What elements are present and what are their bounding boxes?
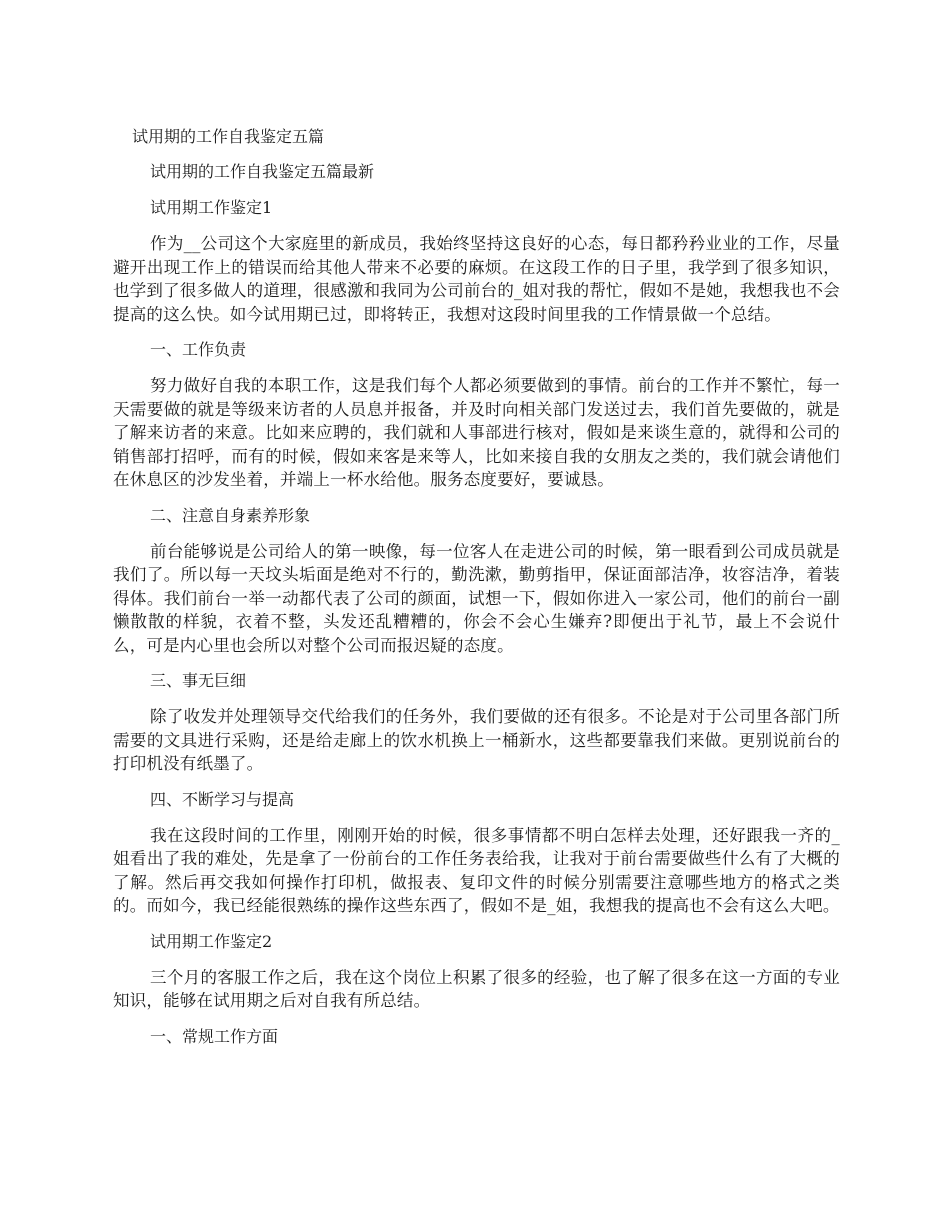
paragraph: 前台能够说是公司给人的第一映像，每一位客人在走进公司的时候，第一眼看到公司成员就是我们了。所以每一天坟头垢面是绝对不行的，勤洗漱，勤剪指甲，保证面部洁净，妆容洁净，着装得体。我们前台一举一动都代表了公司的颜面，试想一下，假如你进入一家公司，他们的前台一副懒散散的样貌，衣着不整，头发还乱糟糟的，你会不会心生嫌弃?即便出于礼节，最上不会说什么，可是内心里也会所以对整个公司而报迟疑的态度。 xyxy=(113,541,840,655)
paragraph: 除了收发并处理领导交代给我们的任务外，我们要做的还有很多。不论是对于公司里各部门所需要的文具进行采购，还是给走廊上的饮水机换上一桶新水，这些都要靠我们来做。更别说前台的打印机没有纸墨了。 xyxy=(113,707,840,773)
paragraph: 努力做好自我的本职工作，这是我们每个人都必须要做到的事情。前台的工作并不繁忙，每一天需要做的就是等级来访者的人员息并报备，并及时向相关部门发送过去，我们首先要做的，就是了解来访者的来意。比如来应聘的，我们就和人事部进行核对，假如是来谈生意的，就得和公司的销售部打招呼，而有的时候，假如来客是来等人，比如来接自我的女朋友之类的，我们就会请他们在休息区的沙发坐着，并端上一杯水给他。服务态度要好，要诚恳。 xyxy=(113,376,840,489)
document-title: 试用期的工作自我鉴定五篇 xyxy=(132,127,325,146)
section-heading: 三、事无巨细 xyxy=(150,671,247,690)
document-subtitle: 试用期的工作自我鉴定五篇最新 xyxy=(150,162,375,181)
paragraph: 三个月的客服工作之后，我在这个岗位上积累了很多的经验，也了解了很多在这一方面的专业知识，能够在试用期之后对自我有所总结。 xyxy=(113,967,840,1010)
section-heading: 一、常规工作方面 xyxy=(150,1026,279,1046)
section-heading: 四、不断学习与提高 xyxy=(150,789,295,809)
section-heading: 一、工作负责 xyxy=(150,340,247,359)
paragraph: 我在这段时间的工作里，刚刚开始的时候，很多事情都不明白怎样去处理，还好跟我一齐的_姐看出了我的难处，先是拿了一份前台的工作任务表给我，让我对于前台需要做些什么有了大概的了解。然后再交我如何操作打印机，做报表、复印文件的时候分别需要注意哪些地方的格式之类的。而如今，我已经能很熟练的操作这些东西了，假如不是_姐，我想我的提高也不会有这么大吧。 xyxy=(113,825,840,915)
section-heading: 试用期工作鉴定2 xyxy=(150,931,273,951)
section-heading: 试用期工作鉴定1 xyxy=(150,198,273,217)
document-body xyxy=(113,160,840,1061)
paragraph: 作为__公司这个大家庭里的新成员，我始终坚持这良好的心态，每日都矜矜业业的工作，尽量避开出现工作上的错误而给其他人带来不必要的麻烦。在这段工作的日子里，我学到了很多知识，也学到了很多做人的道理，很感激和我同为公司前台的_姐对我的帮忙，假如不是她，我想我也不会提高的这么快。如今试用期已过，即将转正，我想对这段时间里我的工作情景做一个总结。 xyxy=(113,234,840,324)
section-heading: 二、注意自身素养形象 xyxy=(150,505,311,525)
